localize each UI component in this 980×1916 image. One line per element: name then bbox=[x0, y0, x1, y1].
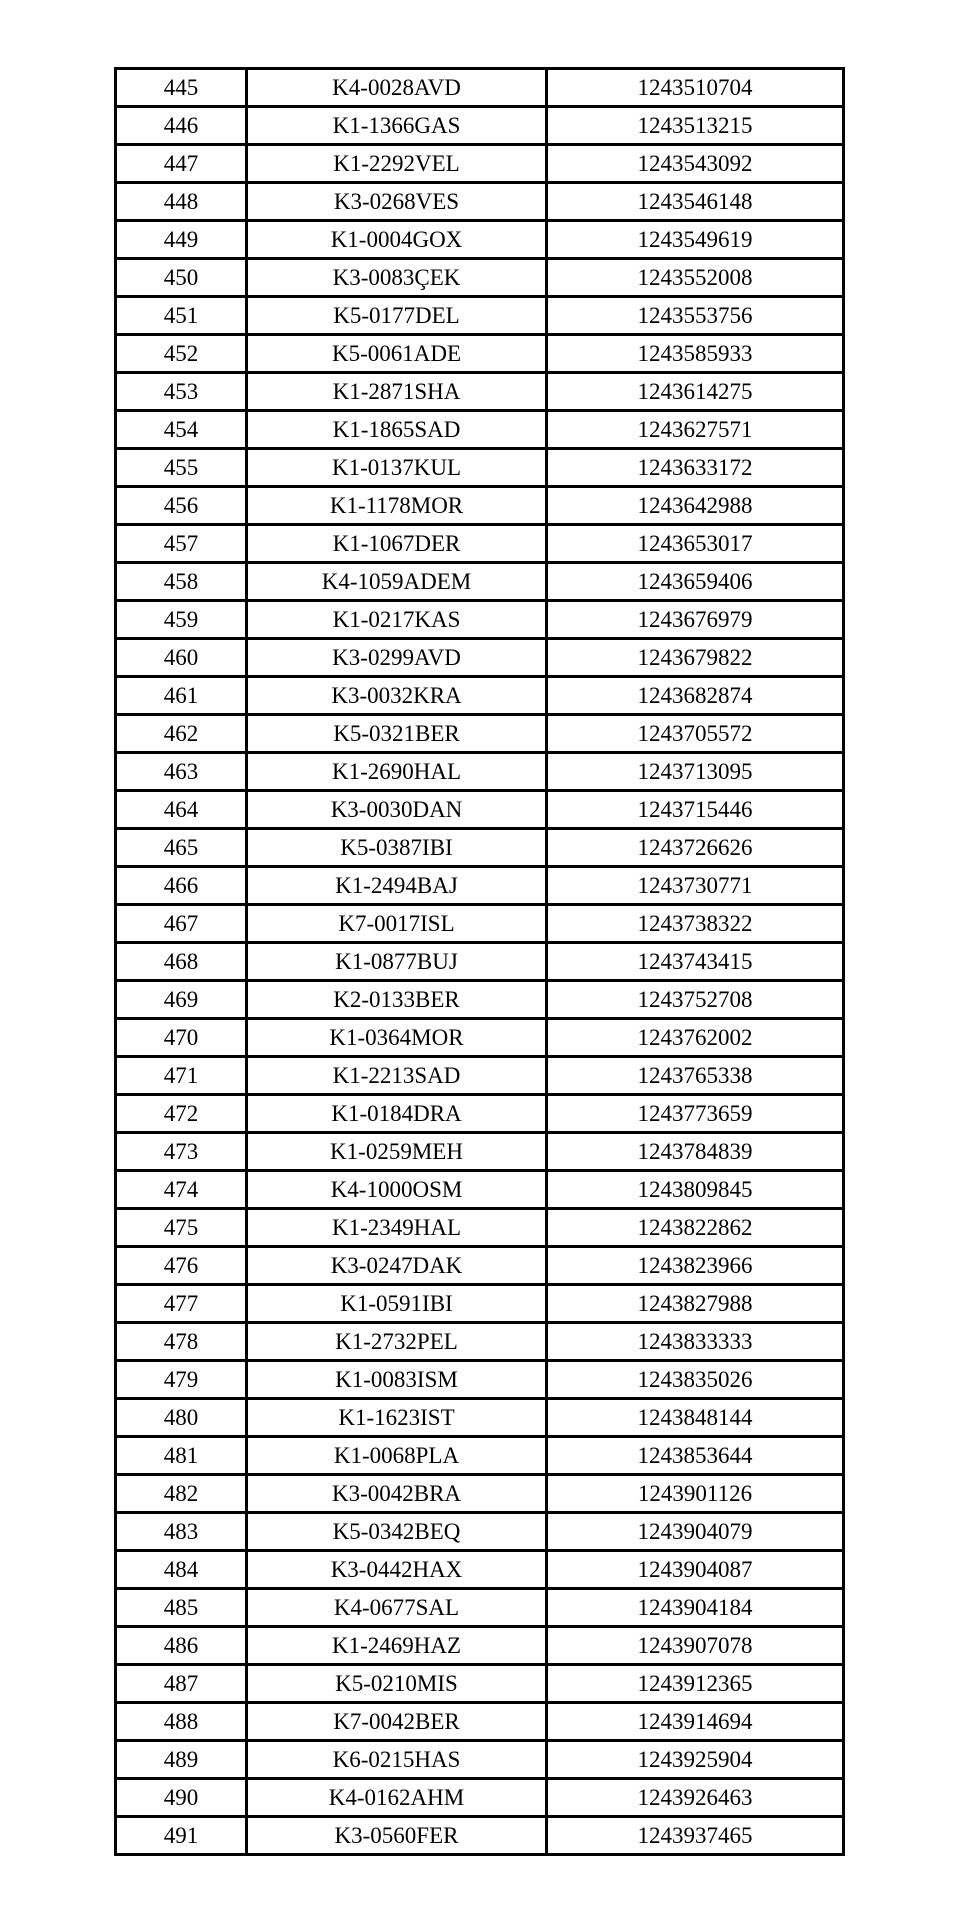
row-number-cell: 455 bbox=[116, 449, 247, 487]
code-cell: K5-0061ADE bbox=[247, 335, 547, 373]
row-number-cell: 487 bbox=[116, 1665, 247, 1703]
code-cell: K5-0342BEQ bbox=[247, 1513, 547, 1551]
table-row bbox=[116, 1741, 844, 1779]
id-number-cell: 1243809845 bbox=[547, 1171, 844, 1209]
row-number-cell: 477 bbox=[116, 1285, 247, 1323]
id-number-cell: 1243614275 bbox=[547, 373, 844, 411]
id-number-cell: 1243743415 bbox=[547, 943, 844, 981]
table-row bbox=[116, 791, 844, 829]
row-number-cell: 451 bbox=[116, 297, 247, 335]
row-number-cell: 474 bbox=[116, 1171, 247, 1209]
id-number-cell: 1243738322 bbox=[547, 905, 844, 943]
id-number-cell: 1243914694 bbox=[547, 1703, 844, 1741]
id-number-cell: 1243937465 bbox=[547, 1817, 844, 1855]
row-number-cell: 467 bbox=[116, 905, 247, 943]
records-table bbox=[114, 67, 845, 1856]
table-row bbox=[116, 639, 844, 677]
row-number-cell: 485 bbox=[116, 1589, 247, 1627]
row-number-cell: 454 bbox=[116, 411, 247, 449]
code-cell: K1-0068PLA bbox=[247, 1437, 547, 1475]
id-number-cell: 1243823966 bbox=[547, 1247, 844, 1285]
id-number-cell: 1243726626 bbox=[547, 829, 844, 867]
id-number-cell: 1243833333 bbox=[547, 1323, 844, 1361]
code-cell: K4-0028AVD bbox=[247, 69, 547, 107]
code-cell: K3-0030DAN bbox=[247, 791, 547, 829]
code-cell: K3-0083ÇEK bbox=[247, 259, 547, 297]
id-number-cell: 1243730771 bbox=[547, 867, 844, 905]
code-cell: K4-1059ADEM bbox=[247, 563, 547, 601]
table-row bbox=[116, 183, 844, 221]
table-row bbox=[116, 411, 844, 449]
row-number-cell: 470 bbox=[116, 1019, 247, 1057]
row-number-cell: 481 bbox=[116, 1437, 247, 1475]
code-cell: K1-2349HAL bbox=[247, 1209, 547, 1247]
code-cell: K2-0133BER bbox=[247, 981, 547, 1019]
code-cell: K7-0017ISL bbox=[247, 905, 547, 943]
records-table-body bbox=[116, 69, 844, 1855]
row-number-cell: 456 bbox=[116, 487, 247, 525]
table-row bbox=[116, 1019, 844, 1057]
table-row bbox=[116, 1361, 844, 1399]
code-cell: K3-0442HAX bbox=[247, 1551, 547, 1589]
row-number-cell: 462 bbox=[116, 715, 247, 753]
code-cell: K1-0259MEH bbox=[247, 1133, 547, 1171]
id-number-cell: 1243904079 bbox=[547, 1513, 844, 1551]
code-cell: K1-1067DER bbox=[247, 525, 547, 563]
table-row bbox=[116, 1513, 844, 1551]
id-number-cell: 1243853644 bbox=[547, 1437, 844, 1475]
code-cell: K4-0677SAL bbox=[247, 1589, 547, 1627]
table-row bbox=[116, 1665, 844, 1703]
row-number-cell: 483 bbox=[116, 1513, 247, 1551]
id-number-cell: 1243553756 bbox=[547, 297, 844, 335]
table-row bbox=[116, 905, 844, 943]
id-number-cell: 1243633172 bbox=[547, 449, 844, 487]
code-cell: K3-0560FER bbox=[247, 1817, 547, 1855]
table-row bbox=[116, 753, 844, 791]
code-cell: K1-1366GAS bbox=[247, 107, 547, 145]
table-row bbox=[116, 1247, 844, 1285]
row-number-cell: 490 bbox=[116, 1779, 247, 1817]
table-row bbox=[116, 145, 844, 183]
code-cell: K5-0210MIS bbox=[247, 1665, 547, 1703]
table-row bbox=[116, 297, 844, 335]
table-row bbox=[116, 221, 844, 259]
id-number-cell: 1243585933 bbox=[547, 335, 844, 373]
row-number-cell: 469 bbox=[116, 981, 247, 1019]
row-number-cell: 448 bbox=[116, 183, 247, 221]
table-row bbox=[116, 107, 844, 145]
code-cell: K5-0321BER bbox=[247, 715, 547, 753]
code-cell: K1-2732PEL bbox=[247, 1323, 547, 1361]
code-cell: K1-0004GOX bbox=[247, 221, 547, 259]
row-number-cell: 445 bbox=[116, 69, 247, 107]
table-row bbox=[116, 867, 844, 905]
row-number-cell: 478 bbox=[116, 1323, 247, 1361]
row-number-cell: 463 bbox=[116, 753, 247, 791]
table-row bbox=[116, 1209, 844, 1247]
code-cell: K1-1178MOR bbox=[247, 487, 547, 525]
table-row bbox=[116, 1133, 844, 1171]
row-number-cell: 459 bbox=[116, 601, 247, 639]
id-number-cell: 1243827988 bbox=[547, 1285, 844, 1323]
row-number-cell: 486 bbox=[116, 1627, 247, 1665]
code-cell: K3-0268VES bbox=[247, 183, 547, 221]
row-number-cell: 489 bbox=[116, 1741, 247, 1779]
id-number-cell: 1243901126 bbox=[547, 1475, 844, 1513]
id-number-cell: 1243705572 bbox=[547, 715, 844, 753]
row-number-cell: 475 bbox=[116, 1209, 247, 1247]
code-cell: K3-0042BRA bbox=[247, 1475, 547, 1513]
id-number-cell: 1243835026 bbox=[547, 1361, 844, 1399]
id-number-cell: 1243715446 bbox=[547, 791, 844, 829]
id-number-cell: 1243822862 bbox=[547, 1209, 844, 1247]
row-number-cell: 447 bbox=[116, 145, 247, 183]
table-row bbox=[116, 1171, 844, 1209]
code-cell: K1-1865SAD bbox=[247, 411, 547, 449]
code-cell: K3-0299AVD bbox=[247, 639, 547, 677]
table-row bbox=[116, 1551, 844, 1589]
row-number-cell: 464 bbox=[116, 791, 247, 829]
code-cell: K1-0184DRA bbox=[247, 1095, 547, 1133]
table-row bbox=[116, 1475, 844, 1513]
code-cell: K1-0217KAS bbox=[247, 601, 547, 639]
row-number-cell: 446 bbox=[116, 107, 247, 145]
row-number-cell: 476 bbox=[116, 1247, 247, 1285]
code-cell: K1-2469HAZ bbox=[247, 1627, 547, 1665]
table-row bbox=[116, 449, 844, 487]
id-number-cell: 1243659406 bbox=[547, 563, 844, 601]
code-cell: K4-1000OSM bbox=[247, 1171, 547, 1209]
row-number-cell: 465 bbox=[116, 829, 247, 867]
table-row bbox=[116, 1817, 844, 1855]
row-number-cell: 473 bbox=[116, 1133, 247, 1171]
table-row bbox=[116, 1323, 844, 1361]
table-row bbox=[116, 69, 844, 107]
code-cell: K4-0162AHM bbox=[247, 1779, 547, 1817]
row-number-cell: 458 bbox=[116, 563, 247, 601]
code-cell: K5-0387IBI bbox=[247, 829, 547, 867]
code-cell: K1-2213SAD bbox=[247, 1057, 547, 1095]
row-number-cell: 457 bbox=[116, 525, 247, 563]
code-cell: K3-0032KRA bbox=[247, 677, 547, 715]
row-number-cell: 482 bbox=[116, 1475, 247, 1513]
code-cell: K3-0247DAK bbox=[247, 1247, 547, 1285]
table-row bbox=[116, 1399, 844, 1437]
id-number-cell: 1243627571 bbox=[547, 411, 844, 449]
row-number-cell: 484 bbox=[116, 1551, 247, 1589]
code-cell: K1-0877BUJ bbox=[247, 943, 547, 981]
row-number-cell: 461 bbox=[116, 677, 247, 715]
row-number-cell: 479 bbox=[116, 1361, 247, 1399]
code-cell: K1-0591IBI bbox=[247, 1285, 547, 1323]
row-number-cell: 471 bbox=[116, 1057, 247, 1095]
table-row bbox=[116, 1779, 844, 1817]
code-cell: K1-2292VEL bbox=[247, 145, 547, 183]
row-number-cell: 468 bbox=[116, 943, 247, 981]
id-number-cell: 1243552008 bbox=[547, 259, 844, 297]
id-number-cell: 1243549619 bbox=[547, 221, 844, 259]
id-number-cell: 1243676979 bbox=[547, 601, 844, 639]
table-row bbox=[116, 373, 844, 411]
id-number-cell: 1243682874 bbox=[547, 677, 844, 715]
id-number-cell: 1243543092 bbox=[547, 145, 844, 183]
id-number-cell: 1243510704 bbox=[547, 69, 844, 107]
id-number-cell: 1243765338 bbox=[547, 1057, 844, 1095]
table-row bbox=[116, 677, 844, 715]
table-row bbox=[116, 335, 844, 373]
table-row bbox=[116, 715, 844, 753]
row-number-cell: 491 bbox=[116, 1817, 247, 1855]
id-number-cell: 1243904087 bbox=[547, 1551, 844, 1589]
id-number-cell: 1243752708 bbox=[547, 981, 844, 1019]
table-row bbox=[116, 1437, 844, 1475]
id-number-cell: 1243653017 bbox=[547, 525, 844, 563]
table-row bbox=[116, 1703, 844, 1741]
table-row bbox=[116, 829, 844, 867]
table-row bbox=[116, 981, 844, 1019]
id-number-cell: 1243679822 bbox=[547, 639, 844, 677]
id-number-cell: 1243907078 bbox=[547, 1627, 844, 1665]
id-number-cell: 1243904184 bbox=[547, 1589, 844, 1627]
id-number-cell: 1243926463 bbox=[547, 1779, 844, 1817]
id-number-cell: 1243642988 bbox=[547, 487, 844, 525]
code-cell: K6-0215HAS bbox=[247, 1741, 547, 1779]
id-number-cell: 1243848144 bbox=[547, 1399, 844, 1437]
code-cell: K1-1623IST bbox=[247, 1399, 547, 1437]
code-cell: K1-0083ISM bbox=[247, 1361, 547, 1399]
table-row bbox=[116, 601, 844, 639]
row-number-cell: 450 bbox=[116, 259, 247, 297]
code-cell: K1-2871SHA bbox=[247, 373, 547, 411]
table-row bbox=[116, 1285, 844, 1323]
code-cell: K1-0137KUL bbox=[247, 449, 547, 487]
id-number-cell: 1243762002 bbox=[547, 1019, 844, 1057]
table-row bbox=[116, 1627, 844, 1665]
row-number-cell: 449 bbox=[116, 221, 247, 259]
code-cell: K1-0364MOR bbox=[247, 1019, 547, 1057]
row-number-cell: 453 bbox=[116, 373, 247, 411]
table-row bbox=[116, 259, 844, 297]
id-number-cell: 1243784839 bbox=[547, 1133, 844, 1171]
id-number-cell: 1243912365 bbox=[547, 1665, 844, 1703]
table-row bbox=[116, 563, 844, 601]
id-number-cell: 1243773659 bbox=[547, 1095, 844, 1133]
code-cell: K5-0177DEL bbox=[247, 297, 547, 335]
row-number-cell: 466 bbox=[116, 867, 247, 905]
row-number-cell: 460 bbox=[116, 639, 247, 677]
code-cell: K1-2494BAJ bbox=[247, 867, 547, 905]
table-row bbox=[116, 487, 844, 525]
code-cell: K1-2690HAL bbox=[247, 753, 547, 791]
id-number-cell: 1243513215 bbox=[547, 107, 844, 145]
row-number-cell: 452 bbox=[116, 335, 247, 373]
table-row bbox=[116, 525, 844, 563]
row-number-cell: 488 bbox=[116, 1703, 247, 1741]
code-cell: K7-0042BER bbox=[247, 1703, 547, 1741]
table-row bbox=[116, 1095, 844, 1133]
id-number-cell: 1243713095 bbox=[547, 753, 844, 791]
id-number-cell: 1243925904 bbox=[547, 1741, 844, 1779]
table-row bbox=[116, 1589, 844, 1627]
id-number-cell: 1243546148 bbox=[547, 183, 844, 221]
row-number-cell: 480 bbox=[116, 1399, 247, 1437]
row-number-cell: 472 bbox=[116, 1095, 247, 1133]
table-row bbox=[116, 943, 844, 981]
table-row bbox=[116, 1057, 844, 1095]
